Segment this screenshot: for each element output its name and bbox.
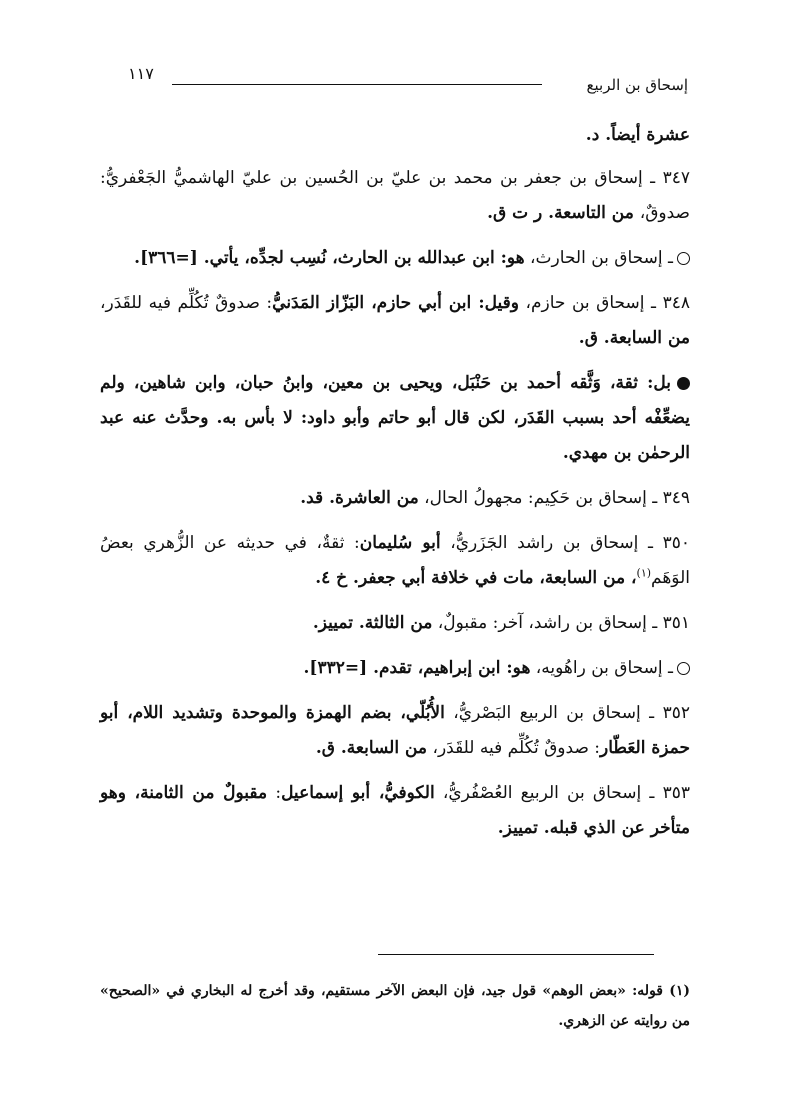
entry-text: ٣٥١ ـ إسحاق بن راشد، آخر: مقبولٌ، <box>432 613 690 633</box>
footnote <box>100 976 690 1036</box>
entry-note-348 <box>100 366 690 471</box>
footnote-separator <box>378 954 654 955</box>
entry-349 <box>100 481 690 516</box>
entry-text: ٣٥٣ ـ إسحاق بن الربيع العُصْفُريُّ، <box>434 783 690 803</box>
entry-alias: وقيل: ابن أبي حازم، البَزّاز المَدَنيُّ <box>272 293 519 313</box>
main-text <box>100 118 690 856</box>
entry-text: ٣٤٩ ـ إسحاق بن حَكِيم: مجهولُ الحال، <box>418 488 690 508</box>
entry-text: : <box>267 783 282 803</box>
entry-text: : صدوقٌ تُكُلِّم فيه للقَدَر، <box>100 293 273 313</box>
entry-352 <box>100 696 690 766</box>
entry-grade: من الثالثة. تمييز. <box>312 613 433 633</box>
entry-348 <box>100 286 690 356</box>
circle-marker-icon <box>677 662 690 675</box>
entry-grade: ، من السابعة، مات في خلافة أبي جعفر. خ ٤. <box>315 568 637 588</box>
entry-text: ٣٤٧ ـ إسحاق بن جعفر بن محمد بن عليّ بن الحُسين بن عليّ الهاشميُّ الجَعْفريُّ: صدوقٌ، <box>100 168 690 223</box>
entry-text: : صدوقٌ تُكُلِّم فيه للقَدَر، <box>427 738 601 758</box>
page-header <box>128 64 688 104</box>
entry-grade: من السابعة. ق. <box>315 738 428 758</box>
entry-grade: من العاشرة. قد. <box>300 488 419 508</box>
entry-text: ـ إسحاق بن الحارث، <box>524 248 673 268</box>
page-number: ١١٧ <box>128 64 154 83</box>
bullet-dot-icon <box>677 377 690 390</box>
footnote-marker: (١) <box>636 566 652 580</box>
entry-347 <box>100 161 690 231</box>
entry-353 <box>100 776 690 846</box>
running-title: إسحاق بن الربيع <box>586 76 688 94</box>
entry-kunya: أبو سُليمان <box>359 533 441 553</box>
entry-text: ٣٥٢ ـ إسحاق بن الربيع البَصْريُّ، <box>444 703 690 723</box>
entry-text: بل: ثقة، وَثَّقه أحمد بن حَنْبَل، ويحيى بن معين، وابنُ حبان، وابن شاهين، ولم يضعِّفْه أحد بسبب القَدَر، لكن قال أبو حاتم وأبو داود: لا بأس به. وحدَّث عنه عبد الرحمٰن بن مهدي. <box>100 373 690 463</box>
circle-marker-icon <box>677 252 690 265</box>
entry-continuation <box>100 118 690 153</box>
entry-nisba: الكوفيُّ، أبو إسماعيل <box>281 783 435 803</box>
entry-reference: هو: ابن إبراهيم، تقدم. [=٣٣٢]. <box>303 658 531 678</box>
entry-351 <box>100 606 690 641</box>
entry-text: : ثقةٌ، في حديثه عن الزُّهري بعضُ الوَهَم <box>100 533 690 588</box>
entry-grade: من السابعة. ق. <box>578 328 690 348</box>
entry-grade: من التاسعة. ر ت ق. <box>487 203 640 223</box>
entry-text: ٣٤٨ ـ إسحاق بن حازم، <box>518 293 690 313</box>
entry-350 <box>100 526 690 596</box>
entry-text: ٣٥٠ ـ إسحاق بن راشد الجَزَريُّ، <box>440 533 690 553</box>
header-rule <box>172 84 542 85</box>
entry-text: ـ إسحاق بن راهُويه، <box>530 658 673 678</box>
footnote-text: (١) قوله: «بعض الوهم» قول جيد، فإن البعض الآخر مستقيم، وقد أخرج له البخاري في «الصحيح» من روايته عن الزهري. <box>100 983 690 1029</box>
entry-text: عشرة أيضاً. د. <box>585 125 690 145</box>
entry-nisba: الأُبُلّي، بضم الهمزة والموحدة وتشديد اللام، أبو حمزة العَطّار <box>100 703 690 758</box>
entry-reference: هو: ابن عبدالله بن الحارث، نُسِب لجدِّه، يأتي. [=٣٦٦]. <box>134 248 525 268</box>
entry-reference-harith <box>100 241 690 276</box>
entry-reference-rahuyah <box>100 651 690 686</box>
entry-grade: مقبولٌ من الثامنة، وهو متأخر عن الذي قبله. تمييز. <box>100 783 690 838</box>
